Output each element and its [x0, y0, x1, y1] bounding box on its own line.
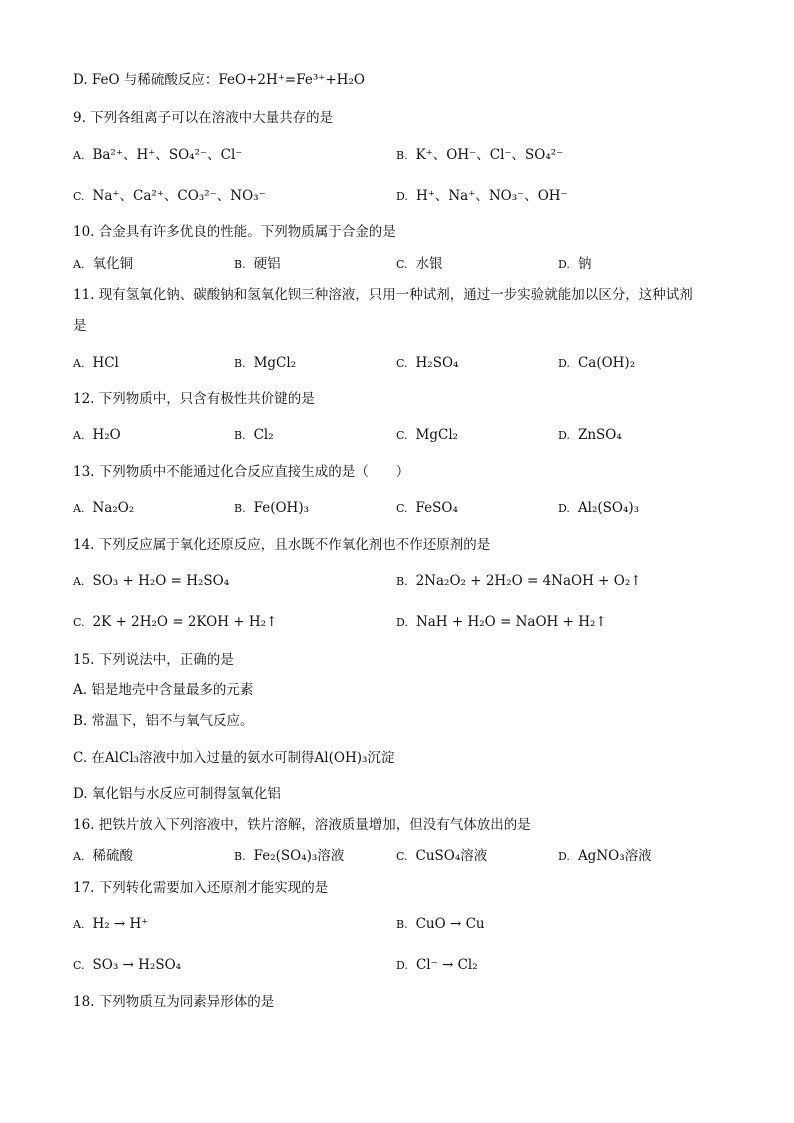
q12-stem: 12. 下列物质中，只含有极性共价键的是: [73, 391, 315, 407]
q17-option-a: [73, 914, 148, 935]
q14-option-a: [73, 571, 229, 592]
q9-option-b: [396, 145, 563, 166]
q11-stem-line2: 是: [73, 318, 87, 334]
option-label: C.: [73, 190, 85, 203]
q12-option-d: [558, 425, 622, 446]
q12-option-a: [73, 425, 121, 446]
option-label: C.: [73, 959, 85, 972]
q16-option-c: [396, 846, 487, 867]
option-text: 水银: [415, 256, 443, 272]
option-text: Cl₂: [253, 427, 274, 443]
q10-option-c: [396, 254, 443, 275]
q14-option-b: [396, 571, 642, 592]
q16-stem: 16. 把铁片放入下列溶液中，铁片溶解，溶液质量增加，但没有气体放出的是: [73, 817, 531, 833]
option-label: B.: [234, 502, 246, 515]
option-text: 硬铝: [253, 256, 281, 272]
option-label: A.: [73, 149, 85, 162]
q13-option-d: [558, 498, 639, 519]
q10-option-b: [234, 254, 281, 275]
option-label: B.: [234, 850, 246, 863]
option-label: C.: [396, 502, 408, 515]
option-label: C.: [396, 429, 408, 442]
option-text: NaH + H₂O = NaOH + H₂↑: [415, 614, 607, 630]
option-text: 稀硫酸: [92, 848, 133, 864]
option-label: C.: [396, 258, 408, 271]
option-label: B.: [396, 575, 408, 588]
option-text: FeSO₄: [415, 500, 458, 516]
option-label: D.: [558, 429, 570, 442]
q13-stem: 13. 下列物质中不能通过化合反应直接生成的是（ ）: [73, 464, 410, 480]
option-text: SO₃ → H₂SO₄: [92, 957, 182, 973]
q16-option-d: [558, 846, 652, 867]
option-label: D.: [396, 959, 408, 972]
option-text: K⁺、OH⁻、Cl⁻、SO₄²⁻: [415, 147, 564, 163]
option-label: D.: [558, 258, 570, 271]
q14-stem: 14. 下列反应属于氧化还原反应，且水既不作氧化剂也不作还原剂的是: [73, 537, 491, 553]
option-text: Ca(OH)₂: [577, 355, 636, 371]
q15-option-b: B. 常温下，铝不与氧气反应。: [73, 713, 254, 729]
q13-option-c: [396, 498, 458, 519]
option-label: A.: [73, 258, 85, 271]
q14-option-d: [396, 612, 607, 633]
option-label: D.: [558, 850, 570, 863]
option-text: Na⁺、Ca²⁺、CO₃²⁻、NO₃⁻: [92, 188, 266, 204]
option-text: MgCl₂: [415, 427, 459, 443]
option-label: A.: [73, 357, 85, 370]
option-label: A.: [73, 850, 85, 863]
option-text: ZnSO₄: [577, 427, 622, 443]
option-label: B.: [234, 258, 246, 271]
option-label: D.: [558, 502, 570, 515]
q15-option-c: C. 在AlCl₃溶液中加入过量的氨水可制得Al(OH)₃沉淀: [73, 750, 395, 766]
q9-option-a: [73, 145, 242, 166]
option-label: A.: [73, 918, 85, 931]
q10-option-d: [558, 254, 591, 275]
q17-option-d: [396, 955, 478, 976]
option-text: MgCl₂: [253, 355, 297, 371]
option-text: Al₂(SO₄)₃: [577, 500, 640, 516]
option-text: H₂ → H⁺: [92, 916, 149, 932]
option-text: CuO → Cu: [415, 916, 485, 932]
option-text: Na₂O₂: [92, 500, 135, 516]
option-text: AgNO₃溶液: [577, 848, 652, 864]
option-label: D.: [558, 357, 570, 370]
q12-option-b: [234, 425, 274, 446]
q11-option-c: [396, 353, 458, 374]
option-text: Fe₂(SO₄)₃溶液: [253, 848, 345, 864]
q14-option-c: [73, 612, 277, 633]
option-label: A.: [73, 429, 85, 442]
option-text: CuSO₄溶液: [415, 848, 488, 864]
q8-option-d: D. FeO 与稀硫酸反应：FeO+2H⁺=Fe³⁺+H₂O: [73, 72, 365, 88]
q16-option-a: [73, 846, 133, 867]
q10-stem: 10. 合金具有许多优良的性能。下列物质属于合金的是: [73, 224, 396, 240]
q11-option-a: [73, 353, 119, 374]
option-label: B.: [396, 149, 408, 162]
option-label: C.: [73, 616, 85, 629]
q17-option-b: [396, 914, 485, 935]
q17-stem: 17. 下列转化需要加入还原剂才能实现的是: [73, 880, 329, 896]
option-text: 2Na₂O₂ + 2H₂O = 4NaOH + O₂↑: [415, 573, 642, 589]
option-text: Fe(OH)₃: [253, 500, 309, 516]
option-text: SO₃ + H₂O = H₂SO₄: [92, 573, 230, 589]
option-label: C.: [396, 357, 408, 370]
option-label: D.: [396, 616, 408, 629]
q9-option-d: [396, 186, 568, 207]
q9-stem: 9. 下列各组离子可以在溶液中大量共存的是: [73, 110, 334, 126]
q12-option-c: [396, 425, 458, 446]
option-text: Ba²⁺、H⁺、SO₄²⁻、Cl⁻: [92, 147, 243, 163]
q15-option-d: D. 氧化铝与水反应可制得氢氧化铝: [73, 786, 281, 802]
option-label: B.: [234, 429, 246, 442]
q13-option-a: [73, 498, 134, 519]
q15-stem: 15. 下列说法中，正确的是: [73, 652, 234, 668]
option-label: D.: [396, 190, 408, 203]
option-text: 氧化铜: [92, 256, 133, 272]
option-label: A.: [73, 575, 85, 588]
option-label: B.: [234, 357, 246, 370]
option-text: HCl: [92, 355, 119, 371]
q9-option-c: [73, 186, 266, 207]
q11-option-d: [558, 353, 635, 374]
option-text: H⁺、Na⁺、NO₃⁻、OH⁻: [415, 188, 568, 204]
q15-option-a: A. 铝是地壳中含量最多的元素: [73, 682, 254, 698]
q17-option-c: [73, 955, 181, 976]
q16-option-b: [234, 846, 344, 867]
option-text: 2K + 2H₂O = 2KOH + H₂↑: [92, 614, 278, 630]
option-label: B.: [396, 918, 408, 931]
option-label: C.: [396, 850, 408, 863]
option-text: Cl⁻ → Cl₂: [415, 957, 478, 973]
option-text: H₂O: [92, 427, 121, 443]
option-text: 钠: [577, 256, 592, 272]
q13-option-b: [234, 498, 309, 519]
q10-option-a: [73, 254, 133, 275]
q18-stem: 18. 下列物质互为同素异形体的是: [73, 994, 275, 1010]
option-text: H₂SO₄: [415, 355, 459, 371]
q11-option-b: [234, 353, 296, 374]
option-label: A.: [73, 502, 85, 515]
q11-stem-line1: 11. 现有氢氧化钠、碳酸钠和氢氧化钡三种溶液，只用一种试剂，通过一步实验就能加以区分，这种试剂: [73, 287, 693, 303]
